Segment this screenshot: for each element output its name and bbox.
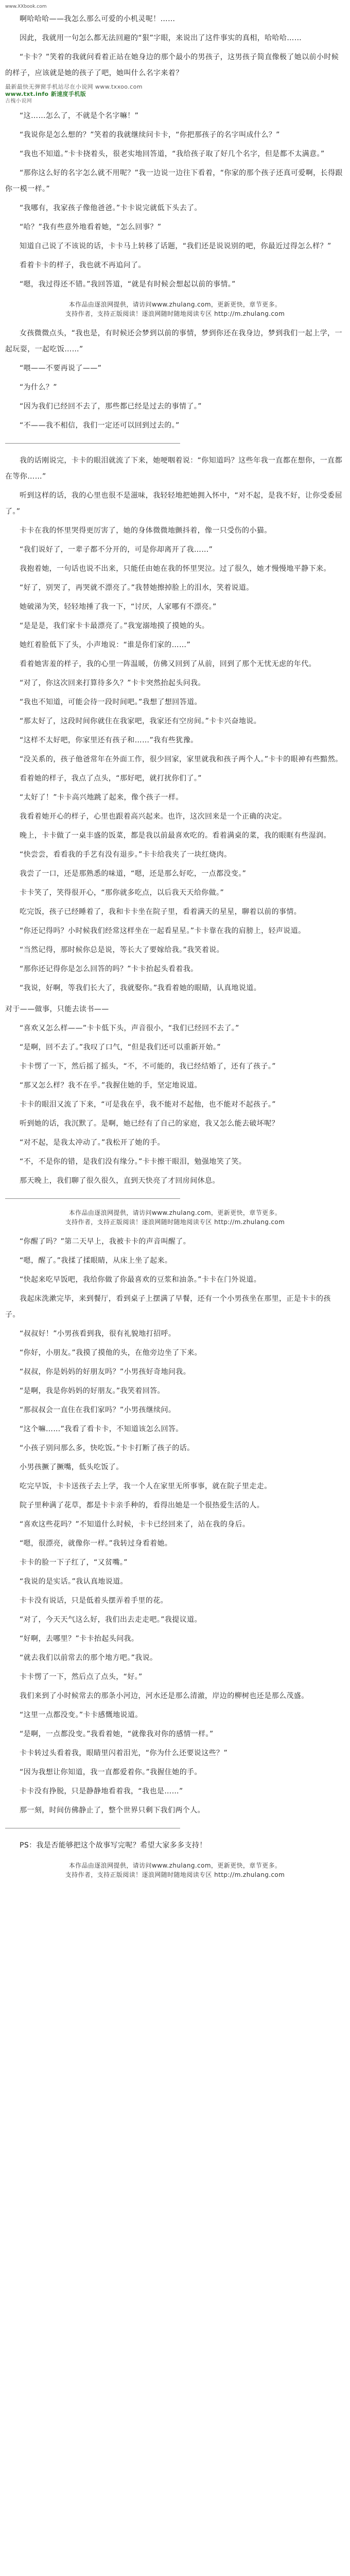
paragraph: 那天晚上，我们聊了很久很久，直到天快亮了才回房间休息。 [20,1177,220,1185]
paragraph: “因为我想让你知道，我一直都爱着你。”我握住她的手。 [20,1768,202,1776]
paragraph: “喂——不要再说了——” [20,364,102,372]
closing-note: PS：我是否能够把这个故事写完呢？希望大家多多支持！ [20,1841,207,1850]
paragraph: “太好了！”卡卡高兴地跳了起来，像个孩子一样。 [20,793,183,802]
paragraph: “就去我们以前常去的那个地方吧。”我说。 [20,1654,157,1662]
paragraph: “因为我们已经回不去了，那些都已经是过去的事情了。” [20,402,202,411]
paragraph: 我抱着她，一句话也说不出来，只能任由她在我的怀里哭泣。过了很久，她才慢慢地平静下来。 [20,565,331,573]
paragraph: 女孩微微点头，“我也是，有时候还会梦到以前的事情，梦到你还在我身边，梦到我们一起上学，一起玩耍，一起吃饭……” [5,329,342,353]
paragraph: “嗯，醒了。”我揉了揉眼睛，从床上坐了起来。 [20,1257,172,1265]
paragraph: “你醒了吗？”第二天早上，我被卡卡的声音叫醒了。 [20,1238,191,1246]
paragraph: “这个嘛……”我看了看卡卡，不知道该怎么回答。 [20,1425,183,1433]
paragraph: 卡卡没有挣脱，只是静静地看着我，“我也是……” [20,1787,183,1795]
paragraph: “嗯，很漂亮，就像你一样。”我转过身看着她。 [20,1539,172,1548]
paragraph: 卡卡愣了一下，然后点了点头，“好。” [20,1673,143,1681]
paragraph: 院子里种满了花草，都是卡卡亲手种的，看得出她是一个很热爱生活的人。 [20,1501,265,1510]
paragraph: 吃完早饭，卡卡送孩子去上学，我一个人在家里无所事事，就在院子里走走。 [20,1482,272,1490]
paragraph: 我起床洗漱完毕，来到餐厅，看到桌子上摆满了早餐，还有一个小男孩坐在那里，正是卡卡的孩子。 [5,1295,331,1319]
paragraph: “当然记得，那时候你总是说，等长大了要嫁给我。”我笑着说。 [20,946,224,954]
paragraph: “是啊，一点都没变。”我看着她，“就像我对你的感情一样。” [20,1730,214,1738]
paragraph: “对不起，是我太冲动了。”我松开了她的手。 [20,1139,165,1147]
paragraph: 知道自己说了不该说的话，卡卡马上转移了话题，“我们还是说说别的吧，你最近过得怎么样？” [20,242,331,250]
paragraph: “我们说好了，一辈子都不分开的，可是你却离开了我……” [20,546,213,554]
paragraph: 听到这样的话，我的心里也很不是滋味，我轻轻地把她拥入怀中，“对不起，是我不好，让你受委屈了。” [5,492,342,516]
paragraph: 我们来到了小时候常去的那条小河边，河水还是那么清澈，岸边的柳树也还是那么茂盛。 [20,1692,309,1700]
paragraph: “不，不是你的错，是我们没有缘分。”卡卡擦干眼泪，勉强地笑了笑。 [20,1158,247,1166]
paragraph: 看着卡卡的样子，我也就不再追问了。 [20,261,146,269]
paragraph: 卡卡转过头看着我，眼睛里闪着泪光，“你为什么还要说这些？” [20,1749,228,1757]
paragraph: 我尝了一口，还是那熟悉的味道，“嗯，还是那么好吃，一点都没变。” [20,870,247,878]
paragraph: “叔叔，你是妈妈的好朋友吗？”小男孩好奇地问我。 [20,1368,191,1376]
paragraph: 小男孩撅了撅嘴，低头吃饭了。 [20,1463,124,1471]
paragraph: “不——我不相信，我们一定还可以回到过去的。” [20,421,180,430]
publisher-notice-line-1: 本作品由逐浪网提供，请访问www.zhulang.com，更新更快，章节更多。 [68,1862,282,1869]
paragraph: “喜欢又怎么样——”卡卡低下头，声音很小，“我们已经回不去了。” [20,1024,239,1032]
paragraph: “好啊，去哪里？”卡卡抬起头问我。 [20,1635,139,1643]
publisher-notice [5,300,345,318]
paragraph: “叔叔好！”小男孩看到我，很有礼貌地打招呼。 [20,1330,176,1338]
paragraph: 吃完饭，孩子已经睡着了，我和卡卡坐在院子里，看着满天的星星，聊着以前的事情。 [20,908,302,916]
paragraph: 看着她害羞的样子，我的心里一阵温暖，仿佛又回到了从前，回到了那个无忧无虑的年代。 [20,660,316,668]
paragraph: “我说的是实话。”我认真地说道。 [20,1578,128,1586]
section-divider [5,1198,180,1199]
watermark-stamp: 古槐小说网 [5,98,32,104]
publisher-notice-line-2[interactable]: 支持作者，支持正版阅读！逐浪网随时随地阅读专区 http://m.zhulang.com [65,1871,285,1878]
paragraph: “小孩子别问那么多，快吃饭。”卡卡打断了孩子的话。 [20,1444,195,1452]
article-body [5,11,345,1879]
publisher-notice-line-1: 本作品由逐浪网提供，请访问www.zhulang.com，更新更快，章节更多。 [68,301,282,308]
paragraph: “你还记得吗？小时候我们经常这样坐在一起看星星。”卡卡靠在我的肩膀上，轻声说道。 [20,927,306,935]
watermark-line-1: 最新最快无弹窗手机站尽在小说网 www.txxoo.com [5,83,143,90]
paragraph: “我也不知道。”卡卡挠着头，很老实地回答道，“我给孩子取了好几个名字，但是都不太满意。” [20,150,325,158]
paragraph: “那叔叔会一直住在我们家吗？”小男孩继续问。 [20,1406,176,1414]
paragraph: 卡卡笑了，笑得很开心，“那你就多吃点，以后我天天给你做。” [20,889,224,897]
paragraph: “那你还记得你是怎么回答的吗？”卡卡抬起头看着我。 [20,965,198,973]
paragraph: “快起来吃早饭吧，我给你做了你最喜欢的豆浆和油条。”卡卡在门外说道。 [20,1276,261,1284]
paragraph: 卡卡没有说话，只是低着头摆弄着手里的花。 [20,1597,168,1605]
site-watermark [5,83,345,105]
paragraph: “为什么？” [20,383,57,392]
paragraph: “那又怎么样？我不在乎。”我握住她的手，坚定地说道。 [20,1081,202,1090]
paragraph: 她红着脸低下了头，小声地说：“谁是你们家的……” [20,641,191,649]
paragraph: 卡卡愣了一下，然后摇了摇头，“不，不可能的，我已经结婚了，还有了孩子。” [20,1062,276,1071]
paragraph: “我说你是怎么想的？”笑着的我就继续问卡卡，“你把那孩子的名字叫成什么？” [20,131,280,139]
publisher-notice-line-2[interactable]: 支持作者，支持正版阅读！逐浪网随时随地阅读专区 http://m.zhulang.com [65,1218,285,1226]
publisher-notice [5,1861,345,1879]
watermark-line-2: www.txt.info 新速度手机版 [5,91,86,97]
paragraph: “对了，今天天气这么好，我们出去走走吧。”我提议道。 [20,1616,202,1624]
paragraph: 卡卡的脸一下子红了，“又贫嘴。” [20,1558,128,1567]
publisher-notice-line-1: 本作品由逐浪网提供，请访问www.zhulang.com，更新更快，章节更多。 [68,1209,282,1216]
paragraph: 听到她的话，我沉默了。是啊，她已经有了自己的家庭，我又怎么能去破坏呢？ [20,1120,279,1128]
section-title: 对于——做事，只能去读书—— [5,1005,109,1013]
paragraph: “快尝尝，看看我的手艺有没有退步。”卡卡给我夹了一块红烧肉。 [20,851,232,859]
paragraph: “那你这么好的名字怎么就不用呢？”我一边说一边往下看着，“你家的那个孩子还真可爱啊，长得跟你一模一样。” [5,169,343,193]
publisher-notice-line-2[interactable]: 支持作者，支持正版阅读！逐浪网随时随地阅读专区 http://m.zhulang.com [65,310,285,317]
paragraph: 她破涕为笑，轻轻地捶了我一下，“讨厌，人家哪有不漂亮。” [20,603,217,611]
paragraph: 我看着她开心的样子，心里也跟着高兴起来。也许，这次回来是一个正确的决定。 [20,812,287,821]
paragraph: 晚上，卡卡做了一桌丰盛的饭菜，都是我以前最喜欢吃的。看着满桌的菜，我的眼眶有些湿润。 [20,832,331,840]
paragraph: 我的话刚说完，卡卡的眼泪就流了下来，她哽咽着说：“你知道吗？这些年我一直都在想你，一直都在等你……” [5,456,342,481]
paragraph: “卡卡？”笑着的我就问看着正站在她身边的那个最小的男孩子，这男孩子简直像极了她以前小时候的样子，应该就是她的孩子了吧，她叫什么名字来着？ [5,53,339,77]
paragraph: 看着她的样子，我点了点头，“那好吧，就打扰你们了。” [20,774,202,783]
paragraph: “是啊，我是你妈妈的好朋友。”我笑着回答。 [20,1387,165,1395]
paragraph: “对了，你这次回来打算待多久？”卡卡突然抬起头问我。 [20,679,205,687]
paragraph: “这……怎么了，不就是个名字嘛！” [20,112,139,120]
paragraph: “这样不太好吧，你家里还有孩子和……”我有些犹豫。 [20,736,198,744]
paragraph: “我说，好啊，等我们长大了，我就娶你。”我看着她的眼睛，认真地说道。 [20,984,261,992]
paragraph: “你好，小朋友。”我摸了摸他的头，在他旁边坐了下来。 [20,1349,202,1357]
paragraph: “喜欢这些花吗？”不知道什么时候，卡卡已经回来了，站在我的身后。 [20,1520,250,1529]
paragraph: “是是是，我们家卡卡最漂亮了。”我宠溺地摸了摸她的头。 [20,622,209,630]
paragraph: “是啊，回不去了。”我叹了口气，“但是我们还可以重新开始。” [20,1043,221,1052]
paragraph: 卡卡在我的怀里哭得更厉害了，她的身体微微地颤抖着，像一只受伤的小猫。 [20,527,272,535]
paragraph: 卡卡的眼泪又流了下来，“可是我在乎，我不能对不起他，也不能对不起孩子。” [20,1100,276,1109]
paragraph: “这里一点都没变。”卡卡感慨地说道。 [20,1711,143,1719]
paragraph: “好了，别哭了，再哭就不漂亮了。”我替她擦掉脸上的泪水，笑着说道。 [20,584,254,592]
publisher-notice [5,1208,345,1227]
paragraph: 啊哈哈哈——我怎么那么可爱的小机灵呢！…… [20,15,176,23]
paragraph: 那一刻，时间仿佛静止了，整个世界只剩下我们两个人。 [20,1806,205,1815]
paragraph: “我哪有，我家孩子像他爸爸。”卡卡说完就低下头去了。 [20,204,202,212]
paragraph: “嗯，我过得还不错。”我回答道，“就是有时候会想起以前的事情。” [20,280,236,289]
paragraph: “没关系的，孩子他爸常年在外面工作，很少回家，家里就我和孩子两个人。”卡卡的眼神有些黯然。 [20,755,343,764]
paragraph: “那太好了，这段时间你就住在我家吧，我家还有空房间。”卡卡兴奋地说。 [20,717,261,725]
section-divider [5,443,180,444]
paragraph: “哈？”我有些意外地看着她，“怎么回事？” [20,223,162,231]
paragraph: “我也不知道，可能会待一段时间吧。”我想了想回答道。 [20,698,202,706]
site-url-top[interactable]: www.XXbook.com [5,4,47,9]
paragraph: 因此，我就用一句怎么都无法回避的“狠”字眼，来说出了这件事实的真相，哈哈哈…… [20,34,302,42]
